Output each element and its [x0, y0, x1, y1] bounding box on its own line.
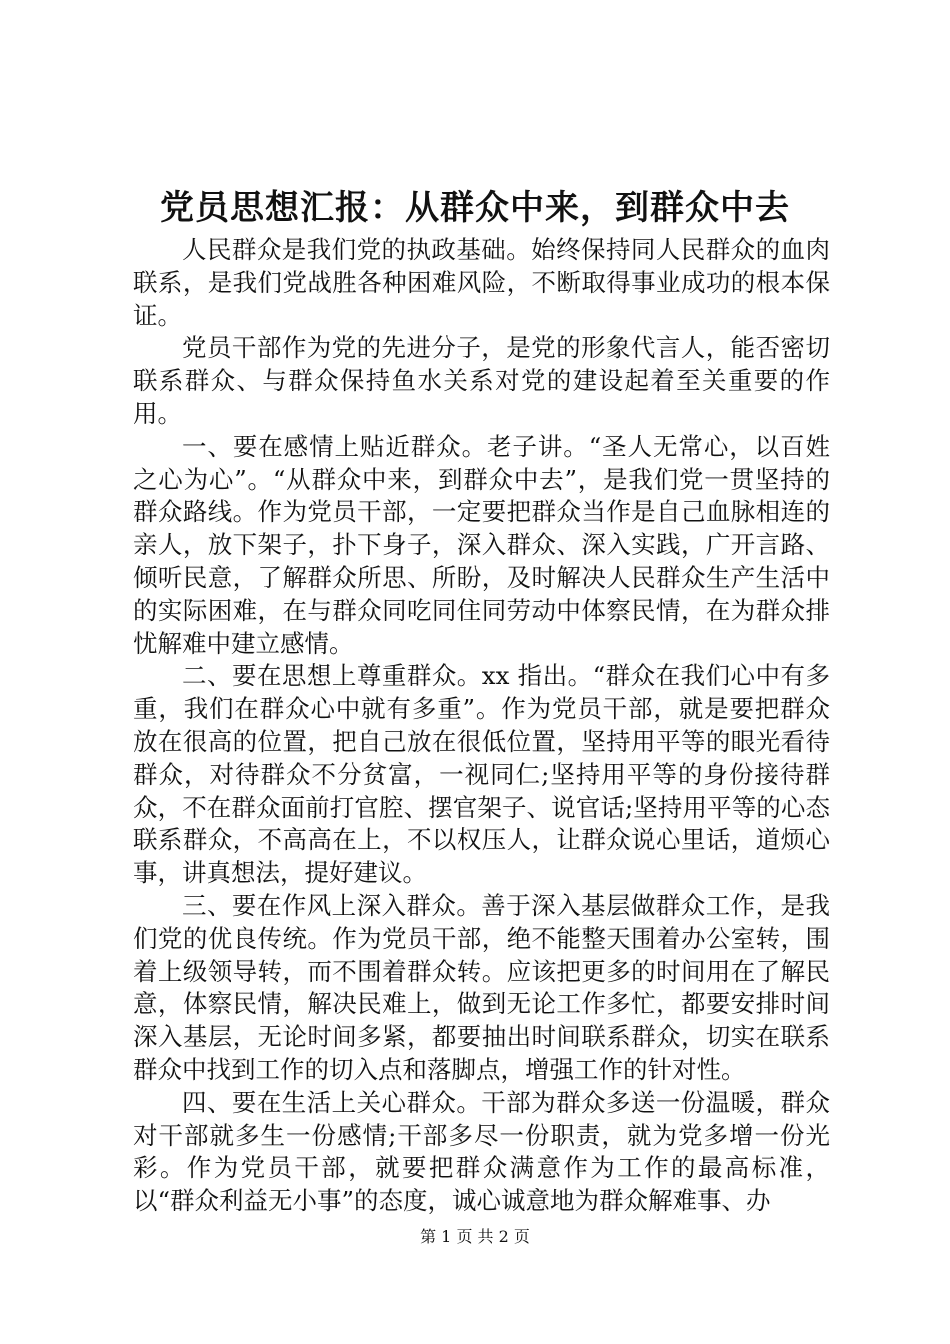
page-footer: 第 1 页 共 2 页 — [420, 1227, 530, 1246]
paragraph-point-1: 一、要在感情上贴近群众。老子讲。“圣人无常心，以百姓之心为心”。“从群众中来，到群众中去”，是我们党一贯坚持的群众路线。作为党员干部，一定要把群众当作是自己血脉相连的亲人，放下架子，扑下身子，深入群众、深入实践，广开言路、倾听民意，了解群众所思、所盼，及时解决人民群众生产生活中的实际困难，在与群众同吃同住同劳动中体察民情，在为群众排忧解难中建立感情。 — [133, 431, 830, 658]
paragraph-intro: 人民群众是我们党的执政基础。始终保持同人民群众的血肉联系，是我们党战胜各种困难风险，不断取得事业成功的根本保证。 — [133, 235, 830, 330]
paragraph-point-3: 三、要在作风上深入群众。善于深入基层做群众工作，是我们党的优良传统。作为党员干部，绝不能整天围着办公室转，围着上级领导转，而不围着群众转。应该把更多的时间用在了解民意，体察民情，解决民难上，做到无论工作多忙，都要安排时间深入基层，无论时间多紧，都要抽出时间联系群众，切实在联系群众中找到工作的切入点和落脚点，增强工作的针对性。 — [133, 890, 830, 1084]
document-body — [133, 234, 830, 1218]
document-title: 党员思想汇报：从群众中来，到群众中去 — [160, 188, 790, 228]
paragraph-point-2: 二、要在思想上尊重群众。xx 指出。“群众在我们心中有多重，我们在群众心中就有多重”。作为党员干部，就是要把群众放在很高的位置，把自己放在很低位置，坚持用平等的眼光看待群众，对待群众不分贫富，一视同仁;坚持用平等的身份接待群众，不在群众面前打官腔、摆官架子、说官话;坚持用平等的心态联系群众，不高高在上，不以权压人，让群众说心里话，道烦心事，讲真想法，提好建议。 — [133, 661, 830, 888]
paragraph-cadre-role: 党员干部作为党的先进分子，是党的形象代言人，能否密切联系群众、与群众保持鱼水关系对党的建设起着至关重要的作用。 — [133, 333, 830, 428]
paragraph-point-4: 四、要在生活上关心群众。干部为群众多送一份温暖，群众对干部就多生一份感情;干部多尽一份职责，就为党多增一份光彩。作为党员干部，就要把群众满意作为工作的最高标准，以“群众利益无小事”的态度，诚心诚意地为群众解难事、办 — [133, 1087, 830, 1216]
